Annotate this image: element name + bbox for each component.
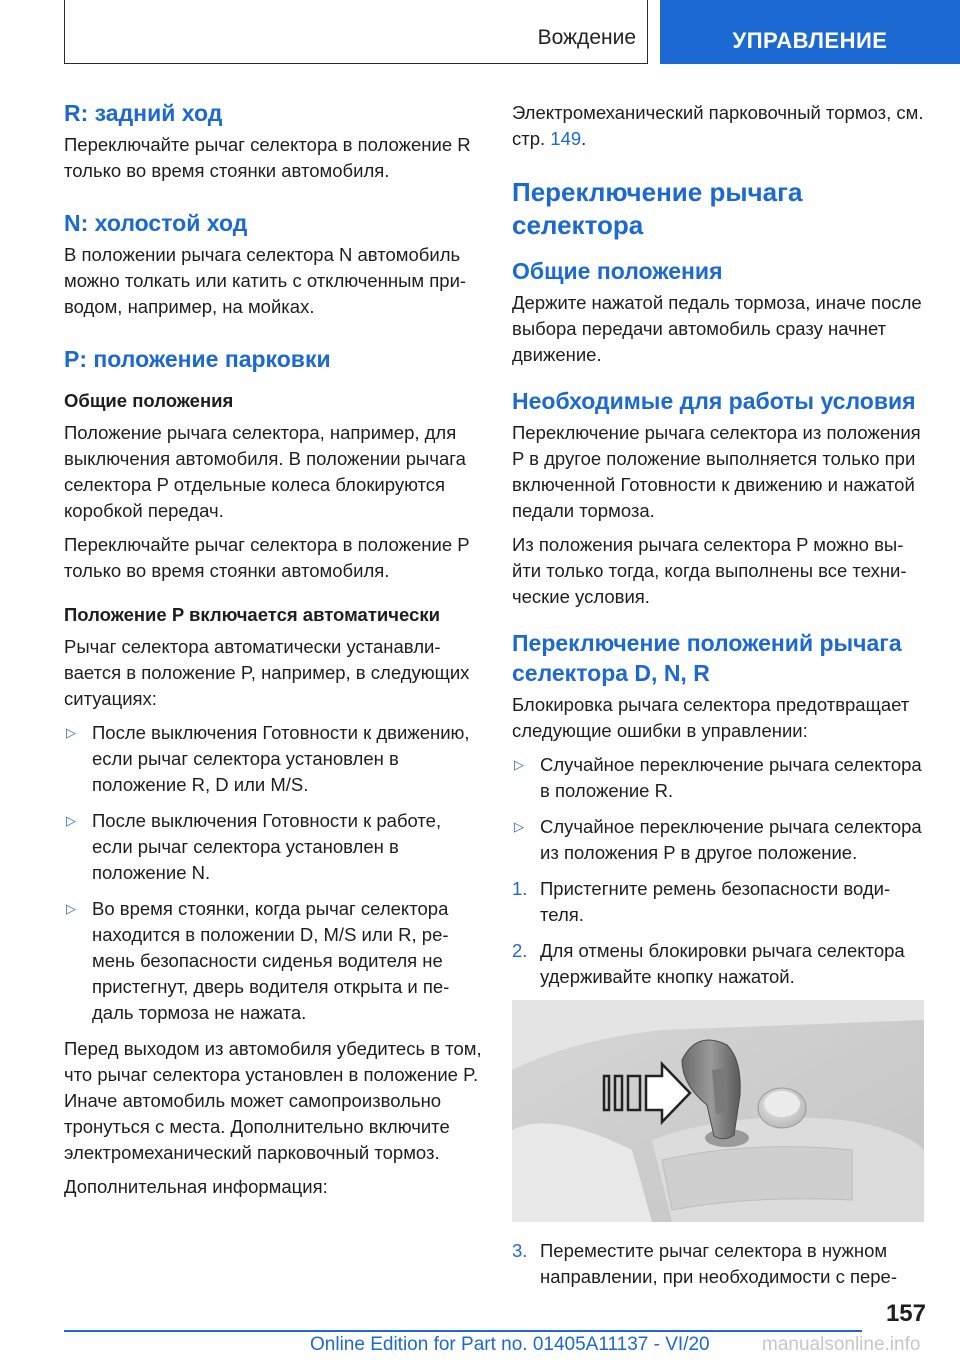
steps-list-continued: [512, 1238, 924, 1290]
header-section-title: Вождение: [537, 26, 636, 49]
step-item: 1. Пристегните ремень безопасности водителя.: [512, 878, 891, 925]
paragraph-general-1: Положение рычага селектора, например, для выключения автомобиля. В положении рычага селектора P отдельные колеса блокируются коробкой передач.: [64, 422, 466, 521]
left-column: [64, 98, 484, 1208]
paragraph-auto-p: Рычаг селектора автоматически устанавливается в положение P, например, в следующих ситуациях:: [64, 636, 470, 709]
triangle-bullet-icon: ▷: [66, 725, 76, 740]
triangle-bullet-icon: ▷: [66, 813, 76, 828]
heading-p-park: P: положение парковки: [64, 346, 331, 372]
paragraph-general: Держите нажатой педаль тормоза, иначе после выбора передачи автомобиль сразу начнет движение.: [512, 292, 922, 365]
dnr-error-list: [512, 752, 924, 866]
heading-selector-switch: Переключение рычага селектора: [512, 177, 803, 240]
watermark-text: manualsonline.info: [762, 1334, 921, 1355]
header-chapter-tab: УПРАВЛЕНИЕ: [660, 0, 960, 64]
heading-r-reverse: R: задний ход: [64, 100, 223, 126]
subheading-auto-p: Положение P включается автоматически: [64, 604, 440, 625]
selector-lever-illustration: [512, 1000, 924, 1222]
page-number: 157: [885, 1300, 926, 1327]
paragraph-n: В положении рычага селектора N автомобиль можно толкать или катить с отключенным приводом, например, на мойках.: [64, 244, 467, 317]
paragraph-brake-ref: Электромеханический парковочный тормоз, см. стр. 149.: [512, 102, 924, 149]
paragraph-requirements-2: Из положения рычага селектора P можно выйти только тогда, когда выполнены все технические условия.: [512, 534, 907, 607]
subheading-general: Общие положения: [64, 390, 234, 411]
page-reference-link[interactable]: 149: [550, 128, 582, 149]
triangle-bullet-icon: ▷: [514, 819, 524, 834]
step-item: 3. Переместите рычаг селектора в нужном направлении, при необходимости с пере-: [512, 1240, 898, 1287]
paragraph-before-exit: Перед выходом из автомобиля убедитесь в том, что рычаг селектора установлен в положение P. Иначе автомобиль может самопроизвольно тронуться с места. Дополнительно включите электромеханический парковочный тормоз.: [64, 1038, 482, 1163]
heading-dnr: Переключение положений рычага селектора D, N, R: [512, 630, 902, 686]
heading-general: Общие положения: [512, 258, 723, 284]
right-column: [512, 100, 924, 1300]
heading-n-neutral: N: холостой ход: [64, 210, 248, 236]
list-item: ▷ После выключения Готовности к движению, если рычаг селектора установлен в положение R, D или M/S.: [66, 722, 470, 795]
triangle-bullet-icon: ▷: [66, 901, 76, 916]
paragraph-dnr: Блокировка рычага селектора предотвращает следующие ошибки в управлении:: [512, 694, 910, 741]
list-item: ▷ Во время стоянки, когда рычаг селектора находится в положении D, M/S или R, ремень безопасности сиденья водителя не пристегнут, дверь водителя открыта и педаль тормоза не нажата.: [66, 898, 450, 1023]
paragraph-r: Переключайте рычаг селектора в положение R только во время стоянки автомобиля.: [64, 134, 471, 181]
list-item: ▷ Случайное переключение рычага селектора из положения P в другое положение.: [514, 816, 922, 863]
paragraph-requirements-1: Переключение рычага селектора из положения P в другое положение выполняется только при включенной Готовности к движению и нажатой педали тормоза.: [512, 422, 921, 521]
steps-list: [512, 876, 924, 990]
auto-p-list: [64, 720, 484, 1026]
triangle-bullet-icon: ▷: [514, 757, 524, 772]
paragraph-general-2: Переключайте рычаг селектора в положение P только во время стоянки автомобиля.: [64, 534, 470, 581]
footer-divider: [64, 1330, 862, 1332]
list-item: ▷ Случайное переключение рычага селектора в положение R.: [514, 754, 922, 801]
list-item: ▷ После выключения Готовности к работе, если рычаг селектора установлен в положение N.: [66, 810, 442, 883]
step-item: 2. Для отмены блокировки рычага селектора удерживайте кнопку нажатой.: [512, 940, 905, 987]
footer-edition: Online Edition for Part no. 01405A11137 - VI/20: [310, 1334, 710, 1355]
paragraph-more-info: Дополнительная информация:: [64, 1176, 328, 1197]
heading-requirements: Необходимые для работы условия: [512, 388, 916, 414]
